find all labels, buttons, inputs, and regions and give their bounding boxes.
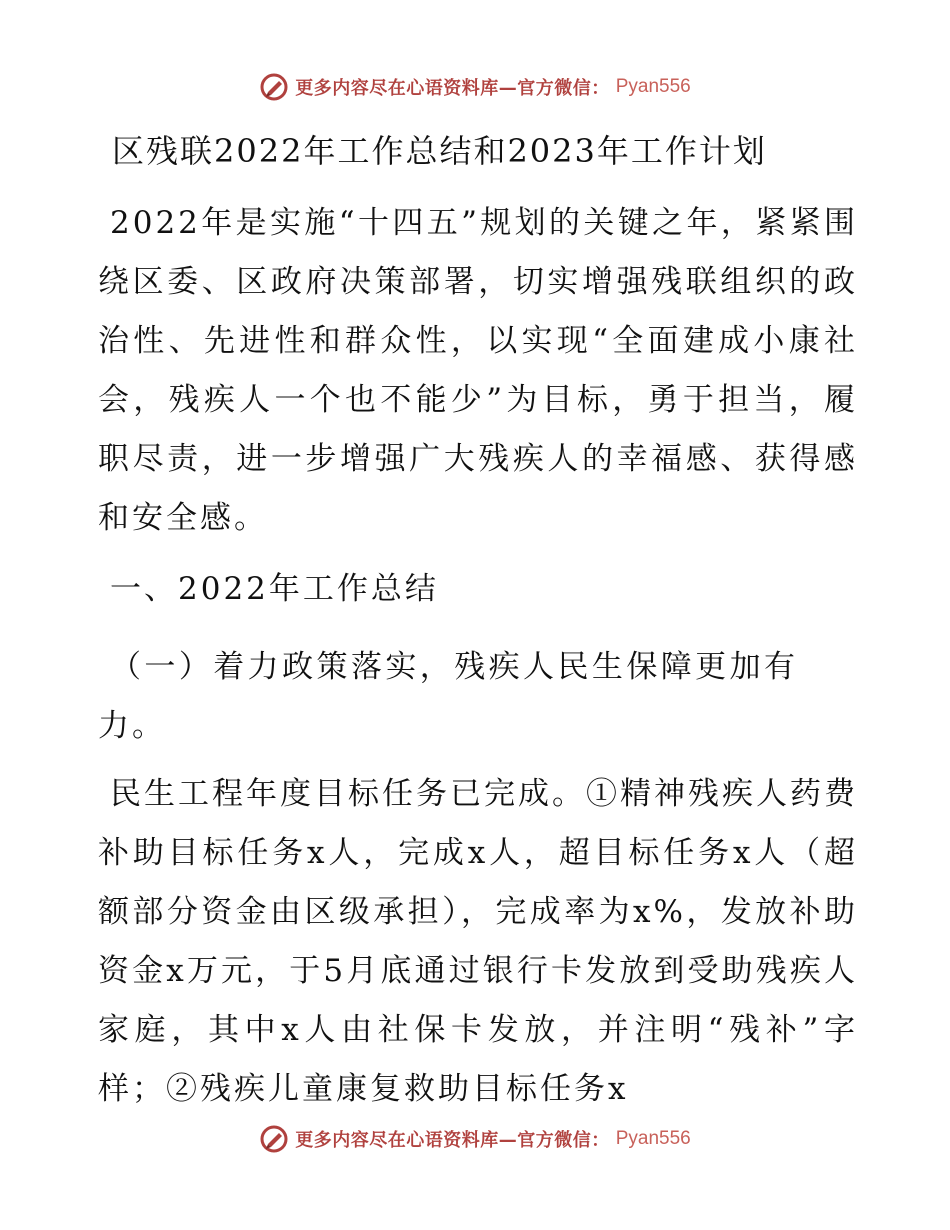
body-paragraph: 民生工程年度目标任务已完成。①精神残疾人药费补助目标任务x人，完成x人，超目标任务x人（超额部分资金由区级承担），完成率为x%，发放补助资金x万元，于5月底通过银行卡发放到受助残疾人家庭，其中x人由社保卡发放，并注明“残补”字样；②残疾儿童康复救助目标任务x [98, 776, 858, 1107]
section-heading: 一、2022年工作总结 [110, 571, 439, 607]
watermark-header [0, 72, 950, 102]
intro-paragraph: 2022年是实施“十四五”规划的关键之年，紧紧围绕区委、区政府决策部署，切实增强残联组织的政治性、先进性和群众性，以实现“全面建成小康社会，残疾人一个也不能少”为目标，勇于担当，履职尽责，进一步增强广大残疾人的幸福感、获得感和安全感。 [98, 205, 858, 536]
pen-circle-logo-icon [259, 1124, 289, 1154]
watermark-account: Pyan556 [615, 76, 691, 97]
watermark-footer [0, 1124, 950, 1154]
pen-circle-logo-icon [259, 72, 289, 102]
watermark-text: 更多内容尽在心语资料库—官方微信： [295, 1130, 610, 1151]
watermark-account: Pyan556 [615, 1128, 691, 1149]
document-title: 区残联2022年工作总结和2023年工作计划 [112, 132, 767, 170]
subsection-heading: （一）着力政策落实，残疾人民生保障更加有力。 [98, 649, 798, 744]
watermark-text: 更多内容尽在心语资料库—官方微信： [295, 78, 610, 99]
